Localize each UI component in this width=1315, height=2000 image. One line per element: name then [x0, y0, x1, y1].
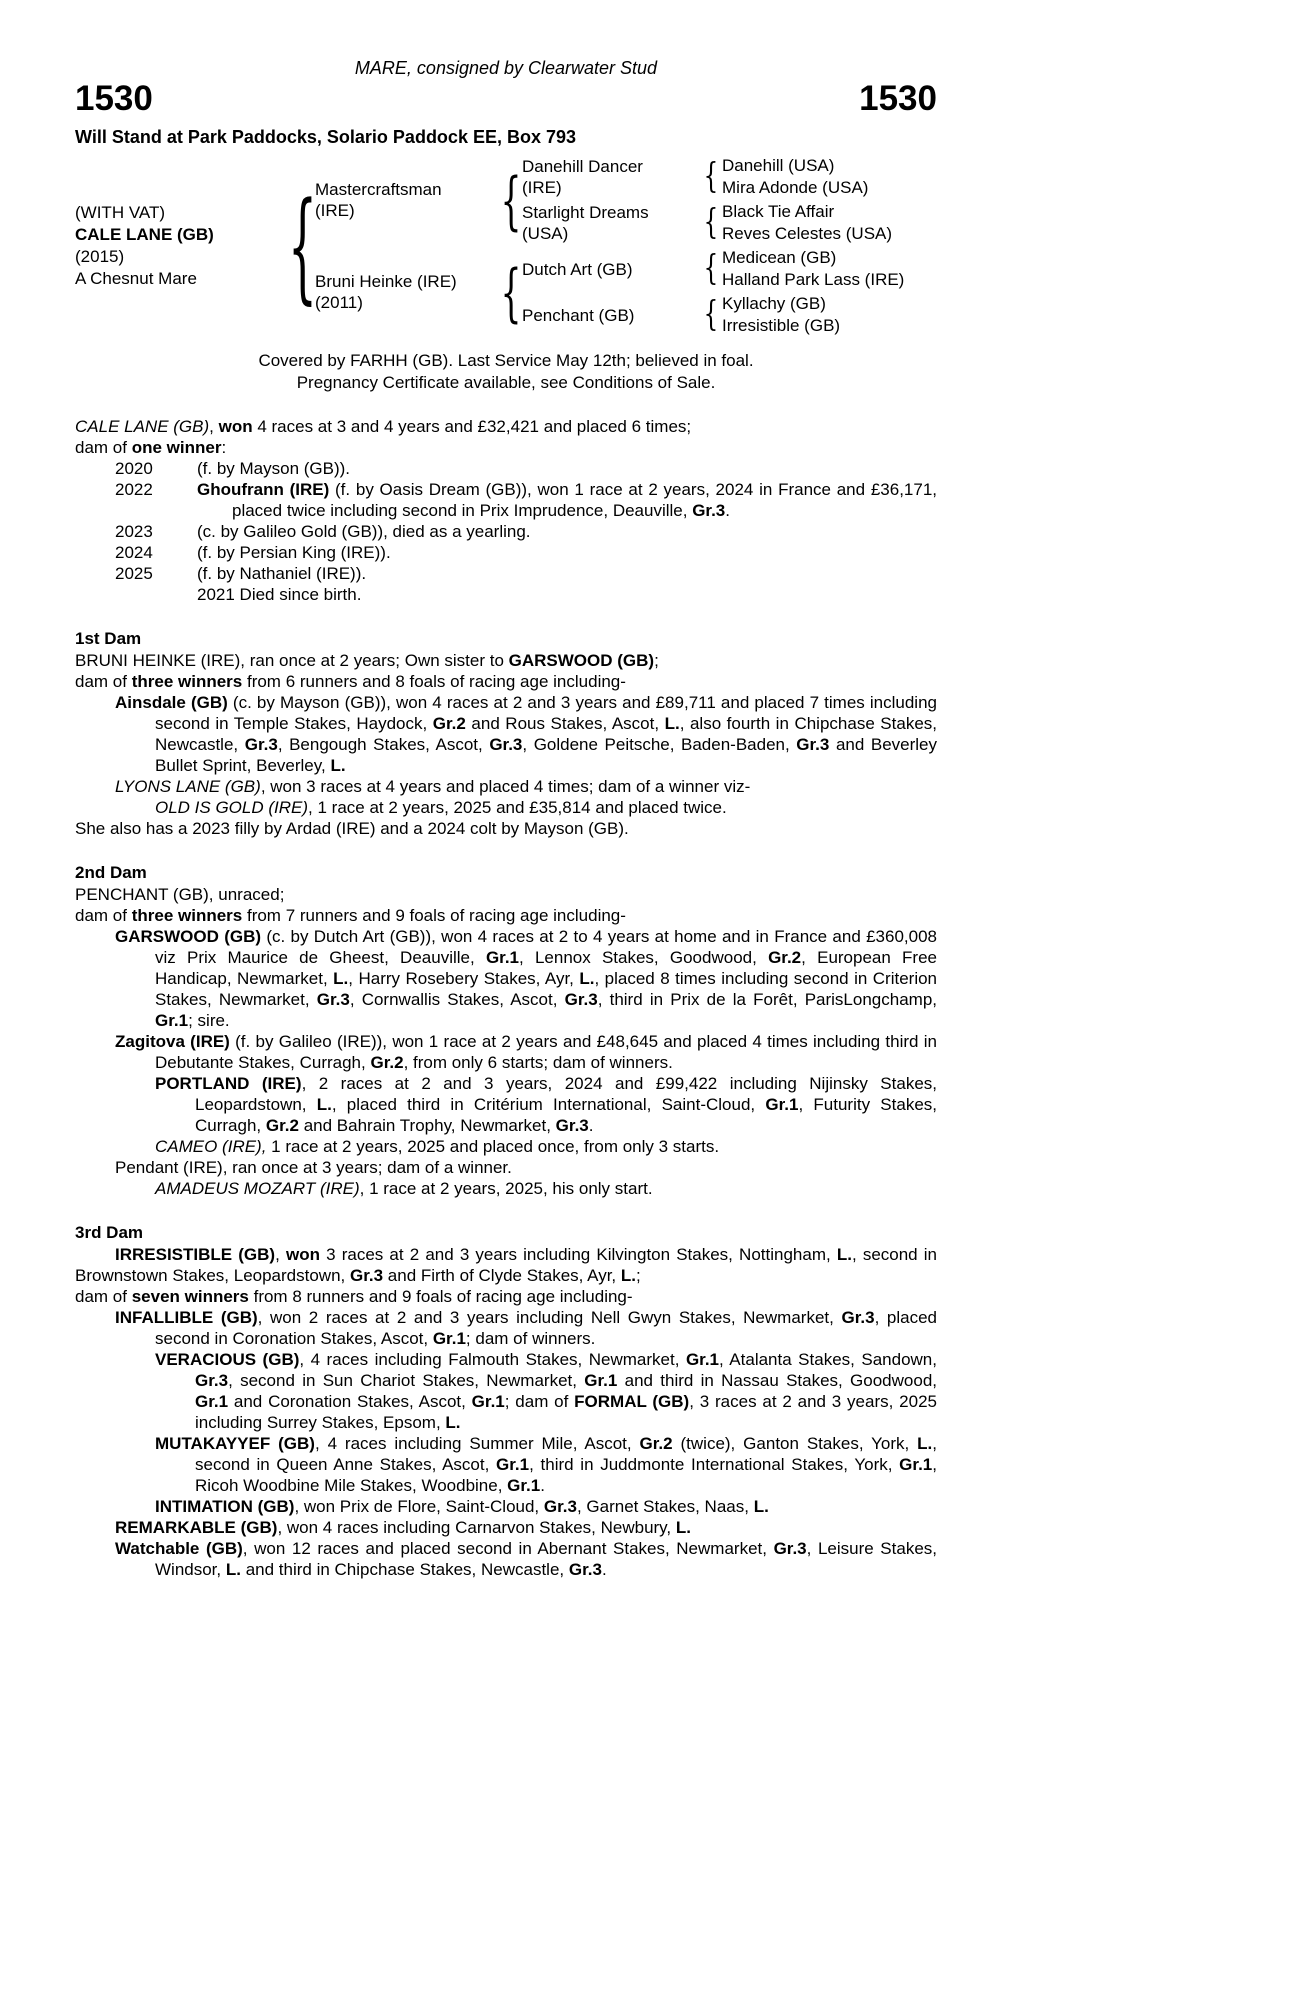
pregnancy-certificate-line: Pregnancy Certificate available, see Conditions of Sale.: [296, 373, 716, 392]
subject-dam-of-line: dam of one winner:: [75, 438, 227, 457]
dam-name: [315, 246, 500, 338]
consignor-line: MARE, consigned by Clearwater Stud: [354, 58, 658, 78]
great-grandparent-pair: Danehill (USA) Mira Adonde (USA): [722, 156, 869, 197]
great-grandparent-pair: Medicean (GB) Halland Park Lass (IRE): [722, 248, 905, 289]
great-grandparent-pair: Kyllachy (GB) Irresistible (GB): [722, 294, 841, 335]
mutakayyef-paragraph: MUTAKAYYEF (GB), 4 races including Summer Mile, Ascot, Gr.2 (twice), Ganton Stakes, York, L., second in Queen Anne Stakes, Ascot, Gr.1, third in Juddmonte International Stakes, York, Gr.1, Ricoh Woodbine Mile Stakes, Woodbine, Gr.1.: [155, 1434, 937, 1495]
subject-description: A Chesnut Mare: [75, 269, 197, 288]
produce-record-row: [75, 458, 937, 479]
sire-brace-icon: {: [500, 162, 522, 238]
produce-text: (f. by Nathaniel (IRE)).: [197, 564, 367, 583]
subject-record-intro: CALE LANE (GB), won 4 races at 3 and 4 years and £32,421 and placed 6 times;: [75, 417, 692, 436]
pedigree-main-brace-icon: {: [287, 175, 318, 317]
garswood-paragraph: GARSWOOD (GB) (c. by Dutch Art (GB)), won 4 races at 2 to 4 years at home and in France and £360,008 viz Prix Maurice de Gheest, Deauville, Gr.1, Lennox Stakes, Goodwood, Gr.2, European Free Handicap, Newmarket, L., Harry Rosebery Stakes, Ayr, L., placed 8 times including second in Criterion Stakes, Newmarket, Gr.3, Cornwallis Stakes, Ascot, Gr.3, third in Prix de la Forêt, ParisLongchamp, Gr.1; sire.: [115, 927, 938, 1030]
third-dam-section: [75, 1222, 937, 1580]
produce-year: 2023: [115, 522, 153, 541]
sire-name: [315, 154, 500, 246]
sire-suffix-line: (IRE): [315, 201, 355, 220]
ainsdale-paragraph: Ainsdale (GB) (c. by Mayson (GB)), won 4 races at 2 and 3 years and £89,711 and placed 7 times including second in Temple Stakes, Haydock, Gr.2 and Rous Stakes, Ascot, L., also fourth in Chipchase Stakes, Newcastle, Gr.3, Bengough Stakes, Ascot, Gr.3, Goldene Peitsche, Baden-Baden, Gr.3 and Beverley Bullet Sprint, Beverley, L.: [115, 693, 938, 775]
produce-record-row: [75, 479, 937, 521]
grandsire-maternal: Dutch Art (GB): [522, 259, 633, 279]
penchant-paragraph: PENCHANT (GB), unraced;: [75, 885, 285, 904]
grandsire-paternal: Danehill Dancer (IRE): [522, 157, 643, 197]
second-dam-section: [75, 862, 937, 1199]
grandparent-brace-icon: {: [703, 248, 719, 288]
produce-year: 2024: [115, 543, 153, 562]
second-dam-heading: 2nd Dam: [75, 863, 147, 882]
lot-number-left: 1530: [75, 79, 153, 118]
produce-record-row: [75, 563, 937, 584]
produce-year: 2020: [115, 459, 153, 478]
watchable-paragraph: Watchable (GB), won 12 races and placed second in Abernant Stakes, Newmarket, Gr.3, Leisure Stakes, Windsor, L. and third in Chipchase Stakes, Newcastle, Gr.3.: [115, 1539, 937, 1579]
produce-year: 2022: [115, 480, 153, 499]
granddam-paternal: Starlight Dreams (USA): [522, 203, 649, 243]
second-dam-of-line: dam of three winners from 7 runners and 9 foals of racing age including-: [75, 906, 626, 925]
subject-race-record: [75, 416, 937, 605]
subject-horse-name: CALE LANE (GB): [75, 225, 214, 244]
produce-year: 2025: [115, 564, 153, 583]
pedigree-table: [75, 154, 937, 338]
subject-foaled-year: (2015): [75, 247, 125, 266]
veracious-paragraph: VERACIOUS (GB), 4 races including Falmouth Stakes, Newmarket, Gr.1, Atalanta Stakes, Sandown, Gr.3, second in Sun Chariot Stakes, Newmarket, Gr.1 and third in Nassau Stakes, Goodwood, Gr.1 and Coronation Stakes, Ascot, Gr.1; dam of FORMAL (GB), 3 races at 2 and 3 years, 2025 including Surrey Stakes, Epsom, L.: [155, 1350, 937, 1432]
old-is-gold-paragraph: OLD IS GOLD (IRE), 1 race at 2 years, 2025 and £35,814 and placed twice.: [155, 798, 727, 817]
produce-text: 2021 Died since birth.: [197, 585, 362, 604]
grandparent-brace-icon: {: [703, 156, 719, 196]
third-dam-of-line: dam of seven winners from 8 runners and 9 foals of racing age including-: [75, 1287, 633, 1306]
amadeus-mozart-paragraph: AMADEUS MOZART (IRE), 1 race at 2 years, 2025, his only start.: [155, 1179, 653, 1198]
produce-record-row: [75, 521, 937, 542]
third-dam-heading: 3rd Dam: [75, 1223, 144, 1242]
grandparent-brace-icon: {: [703, 202, 719, 242]
covering-statement: [75, 350, 937, 394]
vat-note: (WITH VAT): [75, 203, 166, 222]
irresistible-paragraph: IRRESISTIBLE (GB), won 3 races at 2 and 3 years including Kilvington Stakes, Nottingham, L., second in Brownstown Stakes, Leopardstown, Gr.3 and Firth of Clyde Stakes, Ayr, L.;: [75, 1245, 938, 1285]
produce-text: (f. by Persian King (IRE)).: [197, 543, 391, 562]
granddam-maternal: Penchant (GB): [522, 305, 635, 325]
produce-record-row: [75, 542, 937, 563]
sire-name-line: Mastercraftsman: [315, 180, 442, 199]
produce-record-row: [75, 584, 937, 605]
dam-name-line: Bruni Heinke (IRE): [315, 272, 457, 291]
page-content: [75, 57, 937, 1580]
produce-text: (f. by Mayson (GB)).: [197, 459, 351, 478]
great-grandparent-pair: Black Tie Affair Reves Celestes (USA): [722, 202, 893, 243]
produce-text: Ghoufrann (IRE) (f. by Oasis Dream (GB)), won 1 race at 2 years, 2024 in France and £36,171, placed twice including second in Prix Imprudence, Deauville, Gr.3.: [197, 480, 937, 520]
bruni-heinke-paragraph: BRUNI HEINKE (IRE), ran once at 2 years; Own sister to GARSWOOD (GB);: [75, 651, 659, 670]
lyons-lane-paragraph: LYONS LANE (GB), won 3 races at 4 years and placed 4 times; dam of a winner viz-: [115, 777, 751, 796]
she-also-has-paragraph: She also has a 2023 filly by Ardad (IRE) and a 2024 colt by Mayson (GB).: [75, 819, 629, 838]
lot-number-right: 1530: [859, 79, 937, 118]
lot-number-row: [75, 81, 937, 116]
intimation-paragraph: INTIMATION (GB), won Prix de Flore, Saint-Cloud, Gr.3, Garnet Stakes, Naas, L.: [155, 1497, 769, 1516]
cameo-paragraph: CAMEO (IRE), 1 race at 2 years, 2025 and placed once, from only 3 starts.: [155, 1137, 720, 1156]
first-dam-section: [75, 628, 937, 839]
remarkable-paragraph: REMARKABLE (GB), won 4 races including Carnarvon Stakes, Newbury, L.: [115, 1518, 691, 1537]
portland-paragraph: PORTLAND (IRE), 2 races at 2 and 3 years, 2024 and £99,422 including Nijinsky Stakes, Leopardstown, L., placed third in Critérium International, Saint-Cloud, Gr.1, Futurity Stakes, Curragh, Gr.2 and Bahrain Trophy, Newmarket, Gr.3.: [155, 1074, 938, 1135]
pedigree-subject-block: [75, 154, 290, 338]
produce-text: (c. by Galileo Gold (GB)), died as a yearling.: [197, 522, 531, 541]
grandparent-brace-icon: {: [703, 294, 719, 334]
covering-line: Covered by FARHH (GB). Last Service May 12th; believed in foal.: [258, 351, 754, 370]
infallible-paragraph: INFALLIBLE (GB), won 2 races at 2 and 3 years including Nell Gwyn Stakes, Newmarket, Gr.3, placed second in Coronation Stakes, Ascot, Gr.1; dam of winners.: [115, 1308, 937, 1348]
pendant-paragraph: Pendant (IRE), ran once at 3 years; dam of a winner.: [115, 1158, 512, 1177]
dam-brace-icon: {: [500, 254, 522, 330]
zagitova-paragraph: Zagitova (IRE) (f. by Galileo (IRE)), won 1 race at 2 years and £48,645 and placed 4 times including third in Debutante Stakes, Curragh, Gr.2, from only 6 starts; dam of winners.: [115, 1032, 937, 1072]
first-dam-of-line: dam of three winners from 6 runners and 8 foals of racing age including-: [75, 672, 626, 691]
stand-location-line: Will Stand at Park Paddocks, Solario Paddock EE, Box 793: [75, 127, 577, 147]
first-dam-heading: 1st Dam: [75, 629, 142, 648]
dam-year-line: (2011): [315, 293, 363, 312]
